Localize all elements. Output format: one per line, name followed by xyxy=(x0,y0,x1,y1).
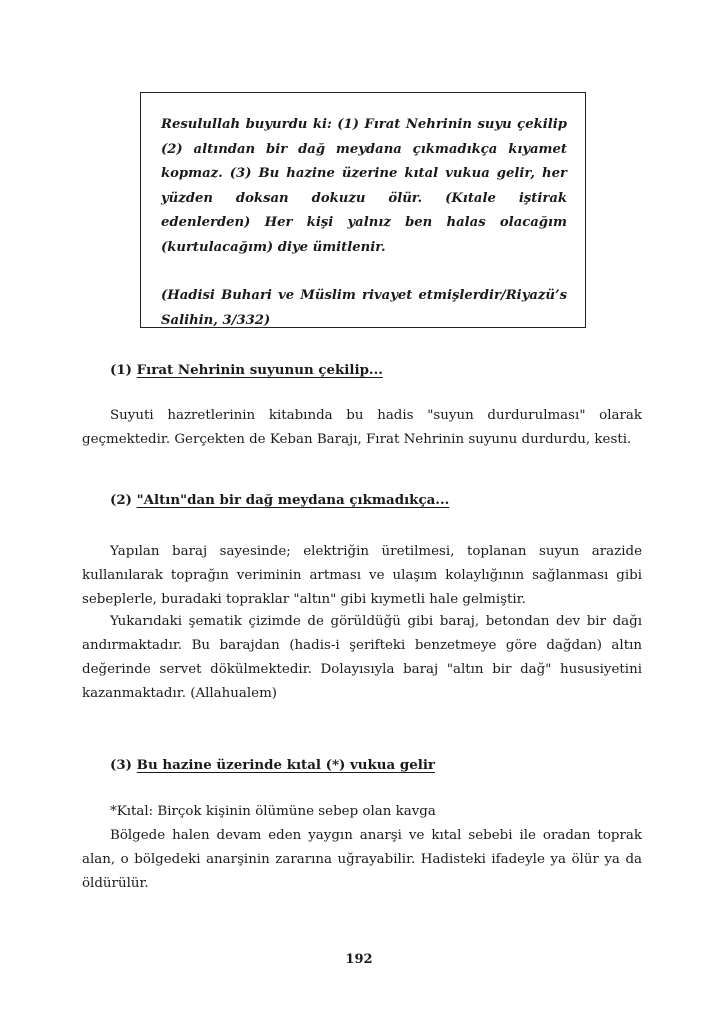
hadith-source: (Hadisi Buhari ve Müslim rivayet etmişlerdir/Riyazü’s Salihin, 3/332) xyxy=(161,288,567,328)
section-2-title: "Altın"dan bir dağ meydana çıkmadıkça... xyxy=(136,492,450,508)
hadith-quote-box xyxy=(140,92,586,328)
section-3-footnote: *Kıtal: Birçok kişinin ölümüne sebep olan kavga xyxy=(110,804,436,819)
section-2-number: (2) xyxy=(110,492,132,508)
section-3-heading xyxy=(110,753,435,777)
section-1-title: Fırat Nehrinin suyunun çekilip... xyxy=(136,362,383,378)
section-2-paragraph-1: Yapılan baraj sayesinde; elektriğin üretilmesi, toplanan suyun arazide kullanılarak toprağın veriminin artması ve ulaşım kolaylığının sağlanması gibi sebeplerle, buradaki topraklar "altın" gibi kıymetli hale gelmiştir. xyxy=(82,544,642,607)
section-1-number: (1) xyxy=(110,362,132,378)
section-3-paragraph: Bölgede halen devam eden yaygın anarşi ve kıtal sebebi ile oradan toprak alan, o bölgedeki anarşinin zararına uğrayabilir. Hadisteki ifadeyle ya ölür ya da öldürülür. xyxy=(82,828,642,891)
section-2-heading xyxy=(110,488,449,512)
section-1-paragraph: Suyuti hazretlerinin kitabında bu hadis "suyun durdurulması" olarak geçmektedir. Gerçekten de Keban Barajı, Fırat Nehrinin suyunu durdurdu, kesti. xyxy=(82,408,642,447)
section-3-title: Bu hazine üzerinde kıtal (*) vukua gelir xyxy=(136,757,435,773)
section-2-paragraph-2: Yukarıdaki şematik çizimde de görüldüğü gibi baraj, betondan dev bir dağı andırmaktadır. Bu barajdan (hadis-i şerifteki benzetmeye göre dağdan) altın değerinde servet dökülmektedir. Dolayısıyla baraj "altın bir dağ" hususiyetini kazanmaktadır. (Allahualem) xyxy=(82,614,642,701)
section-1-heading xyxy=(110,358,383,382)
section-3-number: (3) xyxy=(110,757,132,773)
page-number: 192 xyxy=(345,952,373,967)
hadith-quote-text: Resulullah buyurdu ki: (1) Fırat Nehrinin suyu çekilip (2) altından bir dağ meydana çıkmadıkça kıyamet kopmaz. (3) Bu hazine üzerine kıtal vukua gelir, her yüzden doksan dokuzu ölür. (Kıtale iştirak edenlerden) Her kişi yalnız ben halas olacağım (kurtulacağım) diye ümitlenir. xyxy=(161,117,567,255)
